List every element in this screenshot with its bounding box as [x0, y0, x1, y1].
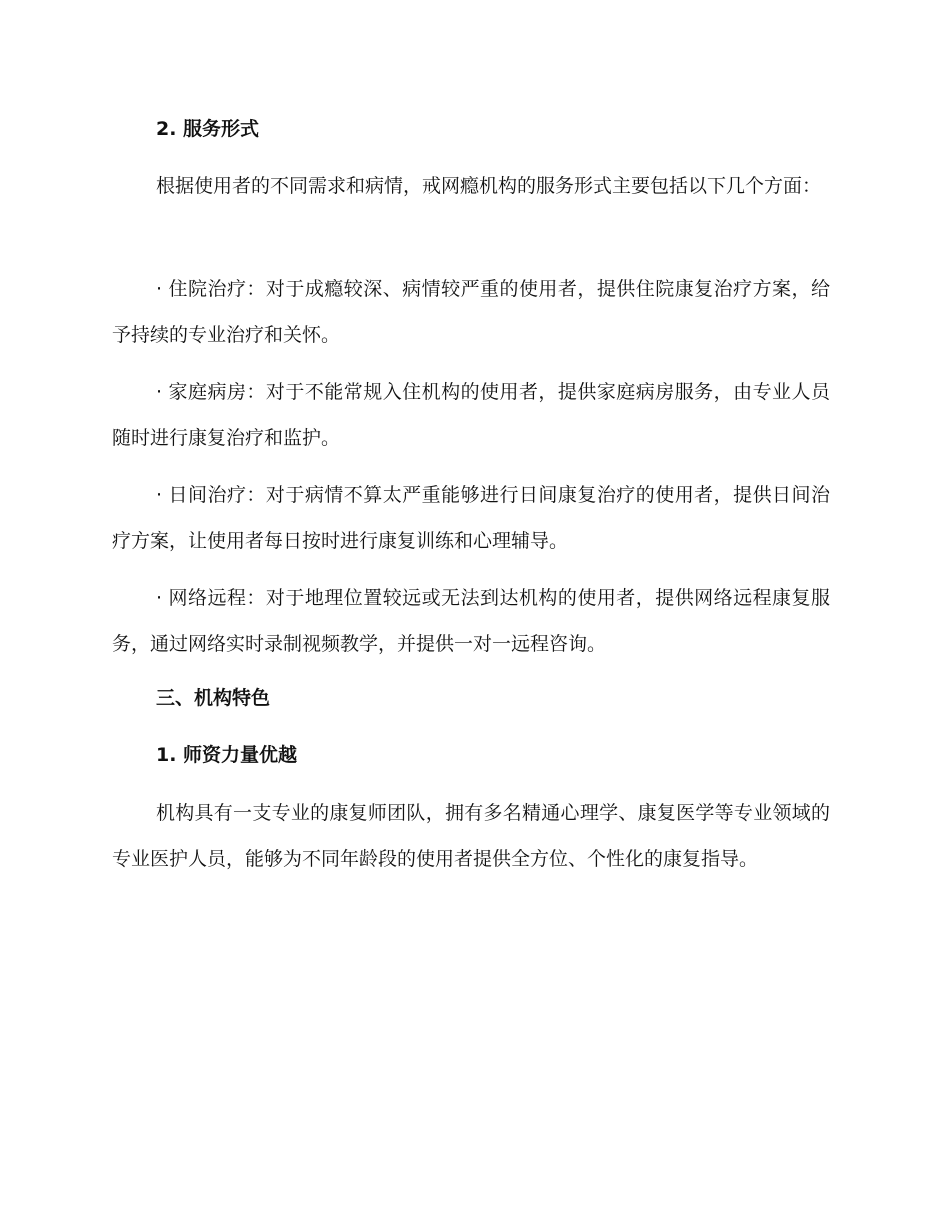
paragraph-inpatient-treatment: · 住院治疗：对于成瘾较深、病情较严重的使用者，提供住院康复治疗方案，给予持续的专业治疗和关怀。 — [112, 278, 830, 346]
paragraph-remote-service: · 网络远程：对于地理位置较远或无法到达机构的使用者，提供网络远程康复服务，通过网络实时录制视频教学，并提供一对一远程咨询。 — [112, 587, 830, 655]
paragraph-day-treatment: · 日间治疗：对于病情不算太严重能够进行日间康复治疗的使用者，提供日间治疗方案，让使用者每日按时进行康复训练和心理辅导。 — [112, 484, 830, 552]
paragraph-home-ward: · 家庭病房：对于不能常规入住机构的使用者，提供家庭病房服务，由专业人员随时进行康复治疗和监护。 — [112, 381, 830, 449]
heading-service-form: 2. 服务形式 — [156, 118, 260, 140]
heading-institution-features: 三、机构特色 — [156, 687, 271, 709]
paragraph-service-intro: 根据使用者的不同需求和病情，戒网瘾机构的服务形式主要包括以下几个方面： — [156, 175, 822, 197]
heading-teaching-staff: 1. 师资力量优越 — [156, 744, 298, 766]
paragraph-teaching-staff: 机构具有一支专业的康复师团队，拥有多名精通心理学、康复医学等专业领域的专业医护人员，能够为不同年龄段的使用者提供全方位、个性化的康复指导。 — [112, 802, 830, 870]
